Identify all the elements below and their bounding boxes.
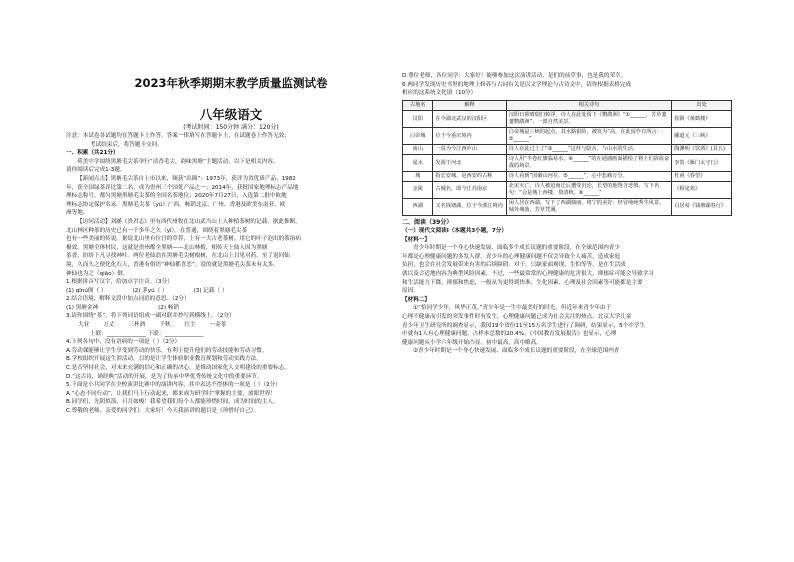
passage-line: 【访问活动】刘涵《贵君志》里有西代州牧在北山武当山上人种植茶树的记载，据此推断， [77,218,301,225]
table-cell: 发源于河北 [433,155,506,172]
table-cell: 李贺《雁门太守行》 [672,155,732,172]
passage-line: 理标志协定保护名录。黑塘毛尖茶（yú）广西，畅销北京、广州、香港及欧美东南亚、欧 [66,201,286,208]
table-row [403,155,732,172]
exam-meta: (考试时间：150分钟 满分：120分) [183,124,279,131]
q3-word: 大业 [78,322,90,329]
table-cell[interactable]: 诗人在此过上了“③______”这样与隐舍、与山水的生活。 [506,145,672,155]
q2-items [66,304,396,313]
exam-title: 2023年秋季期期末教学质量监测试卷 [134,76,328,90]
table-cell: 城 [403,172,433,182]
passage-line: 极效。黑塘全体村民，这就是贵州都全黑塘——北山林植，相传天上仙人因为黑塘 [66,244,268,251]
table-header: 出处 [672,100,732,111]
passage-line: 北山林区种茶的历史已有一千多年之久（yǐ）。在普通，围绕着黑塘毛尖茶 [66,227,248,234]
q5-option[interactable]: B.同学们，光阴似箭，日月如梭！我希望我们每个人都能珍惜时间，成为时间的主人。 [66,399,279,406]
q3-word: 三杯酒 [128,322,146,329]
q3-words [66,321,396,330]
table-row [403,128,732,145]
table-row [403,181,732,198]
material-line: 和生活能力下降，抑郁和焦虑，一般从为更得到快准，生化因素、心理及社会因素等可能都是主要 [402,279,643,286]
passage-line: 也有一些美丽的传说。据说北山里有位宫的草荐，上有一大古老茶树，用它的叶子泡出的茶治病 [66,236,301,243]
table-cell: 一说为今江西庐山 [433,145,506,155]
table-row [403,198,732,215]
q3-answer-blank[interactable]: 上联：______________ 下联：______________ [90,330,204,337]
table-cell: 杜甫《春望》 [672,172,732,182]
question-5: 5.下面是小共同学在全校演讲比赛中的演讲内容，其中表达不得体的一项是（ ）（2分） [66,382,281,389]
question-6-cont: 相应的这系统文化填（10分） [402,90,477,97]
question-2: 2.结合语境，解释文段中加点词语的意思。（2分） [66,296,190,303]
table-cell: 金陵 [403,181,433,198]
section-heading: 二、阅读（39分） [402,218,453,226]
material-line: 原因。 [402,288,419,295]
table-cell: 位于今重庆境内 [433,128,506,145]
material-line: ①“恰同学少年，风华正茂。”青少年是一生中最美好的时光，但近年来青少年由于 [413,305,612,312]
table-cell[interactable]: 诗人看到“国破山河在，⑤______”，心中悲痛万分。 [506,172,672,182]
q5-option[interactable]: D.尊位老师，各位同学：大家好！能够参加这次演讲活动，是们的前草事，也是我的荣幸。 [402,73,627,79]
material-line: 就以及合适地内容为典型风险因素，不过，一些最常常的心理健康的危害很大，抑郁症可能会导致学习 [402,270,654,277]
question-3: 3.请你围绕“茶”，将下列词语组成一副对联并抄写到横线上。（2分） [66,313,235,320]
table-header: 古地名 [403,100,433,111]
material-line: ②青少年时期是一个身心快速发展、面临多个成长议题的重要阶段，在全球范围内青 [413,348,620,355]
table-header: 相关诗句 [506,100,672,111]
material-line: 负担，也会在社会发展带来有害的后续障碍。对于，只缺家面观现、生怕等等，是在生活成 [402,262,626,269]
material-line: 健康问题从小学六年级开始凸显，初中最高，高中略高。 [402,339,542,346]
table-cell: 古城名，即今江苏南京 [433,181,506,198]
poetry-table [402,100,732,216]
table-header: 解释 [433,100,506,111]
table-cell[interactable]: 北宋灭亡，诗人被迫南迁后遭受沉沦，长望的他饱含悲愤，写下名句：“会是城上西楼，倚清秋。⑥______” [506,181,672,198]
table-cell: 在今湖北武汉的汉阳区 [433,111,506,128]
q5-option[interactable]: A.“心态不同行动”，让我们马上行动起来，都来成为研学时“掌握的主要，放眼世界！ [66,390,276,397]
table-cell: 西湖 [403,198,433,215]
q1-item[interactable]: (1) qīnú倒（ ） [66,287,107,294]
table-cell: 崔颢《黄鹤楼》 [672,111,732,128]
q3-word: 一壶茶 [209,322,227,329]
table-row [403,111,732,128]
material-line: 青少年卫生研究所的调查显示，我国19个省份11至15万名学生进行了调研，结果显示，5个中学生 [402,322,646,329]
q4-option[interactable]: B.学校组织开展这生涯活动，目的是让学生体验职业教育规划和劳动实践方法。 [66,356,262,363]
section-heading: 一、积累（共21分） [66,150,119,157]
notice-line: 注意：本试卷各试题均在答题卡上作答，答案一律填写在答题卡上，在试题卷上作答无效； [66,133,290,139]
table-cell: 白居易《钱塘湖春行》 [672,198,732,215]
table-cell: 指长安城，是西安的古称 [433,172,506,182]
q2-item[interactable]: (1) 黑塘金神 [66,304,99,311]
q4-option[interactable]: D.“这古诗，诵经典”活动的开展，是为了传承中华优秀传统文化中的重要环节。 [66,373,263,380]
passage-line: 年，获全国绿茶评比第二名，成为贵州三个国优产品之一；2014年，获批国家地理标志产品地 [66,184,299,191]
table-cell[interactable]: 诗人用“半卷红旗临易水，④______”的在通感画面描绘了将士们浴血奋战的场景。 [506,155,672,172]
table-row [403,172,732,182]
material-line: 年都是心理健康问题的多发人群。青少年的心理健康问题不仅会导致个人痛苦，造成家庭 [402,253,621,260]
q3-word: 万丈 [103,322,115,329]
q1-item[interactable]: (2) 茅yú（ ） [132,287,168,294]
table-header-row [403,100,732,111]
table-cell: 白帝城 [403,128,433,145]
exam-subtitle: 八年级语文 [199,107,263,122]
table-cell[interactable]: 汉阳日暮晴瑞归棹浮，诗人在此处留下《鹦鹉洲》“①______，芳草萋萋鹦鹉洲”。一派自然美景。 [506,111,672,128]
left-column [66,70,396,416]
q3-word: 红尘 [184,322,196,329]
table-row [403,145,732,155]
passage-line: 洲等地。 [66,210,89,217]
question-1: 1.根据拼音写汉字，给加点字注音。（3分） [66,279,173,286]
passage-line: 境，久而久之便化化石人，香港有俗语“神仙都喜恋”，说的就是黑塘毛尖茶末有太多， [66,261,279,268]
table-cell: 晁水 [403,155,433,172]
notice-line: 考试结束后，将答题卡交回。 [90,141,163,148]
table-cell: 汉阳 [403,111,433,128]
table-cell: 南山 [403,145,433,155]
passage-line: 茶香，纷纷下凡寻找神叶。两位老仙翁在黑塘毛尖树根树，在北山上目见对药，至了返回仙 [66,253,290,260]
passage-line: 神仙也为之（qiāo）倒。 [66,270,129,277]
material-heading: 【材料二】 [402,296,430,303]
table-cell: 又名钱塘湖，位于今浙江境内 [433,198,506,215]
q5-option[interactable]: C.尊敬的老师，亲爱的同学们：大家好！今天我演讲的题目是《珍惜好自己》。 [66,408,260,414]
q4-option[interactable]: C.是否坚持社会，对未来充满的信心和正确的决心，是推动国家化人文明建设的重要标志。 [66,365,290,372]
table-cell: 郦道元《三峡》 [672,128,732,145]
question-4: 4.下列各句中，没有语病的一项是（ ）（2分） [66,339,181,346]
q1-items [66,287,396,296]
passage-line: 理标志称号，都匀黑塘黑塘毛尖茶的全国名茶地位；2020年7月27日，入选第二批中欧地 [66,193,287,200]
table-cell[interactable]: 闲人居在西湖，写下了西湖旖丽，将宁的美好：经冒纯纯秀生风景，城外城落，芳草凭溪。 [506,198,672,215]
material-line: 青少年时期是一个身心快速发展、面临多个成长议题的重要阶段，在全球范围内青少 [413,245,620,252]
right-column [402,72,732,356]
intro-line: 请你阅读后完成1-3题。 [66,167,126,174]
intro-line: 荷美中学围绕黑塘毛尖茶举行“清香毛尖，韵味黑塘”主题活动，以下是相关内容， [77,158,279,165]
table-cell: 《相见欢》 [672,181,732,198]
material-line: 中就有1人有心理健康问题，占样本总数的20.4%。《中国教育发展报告》也显示，心理 [402,331,617,338]
question-6: 6.两同学发现历史书里的地理上修养与古词有关是以文学理论与古诗文中，请你根据表格完成 [402,81,632,88]
material-heading: 【材料一】 [402,236,430,243]
material-line: 心理不健康而引发的突发事件时有发生。心理健康问题已成为社会关注的热点。北京大学儿童 [402,313,632,320]
subsection-heading: （一）现代文阅读Ⅰ（本题共3小题，7分） [402,227,507,234]
q3-word: 千秋 [159,322,171,329]
q4-option[interactable]: A.劳动课能够让学生享受到劳动的快乐，有利于提升他们的劳动技能和劳动习惯。 [66,347,268,354]
passage-line: 【新闻点击】黑塘毛尖茶自上市以来，频获“出圈”：1973年，获评为省优质产品；1982 [77,175,296,182]
q1-item[interactable]: (3) 记载（ ） [193,287,228,294]
table-cell: 陶渊明《饮酒》(其五) [672,145,732,155]
q2-item[interactable]: (2) 畅销 [158,304,179,311]
table-cell[interactable]: 白帝城是三峡的起点，其水路艰险，被发为“高，在此留作有所言：②______” [506,128,672,145]
